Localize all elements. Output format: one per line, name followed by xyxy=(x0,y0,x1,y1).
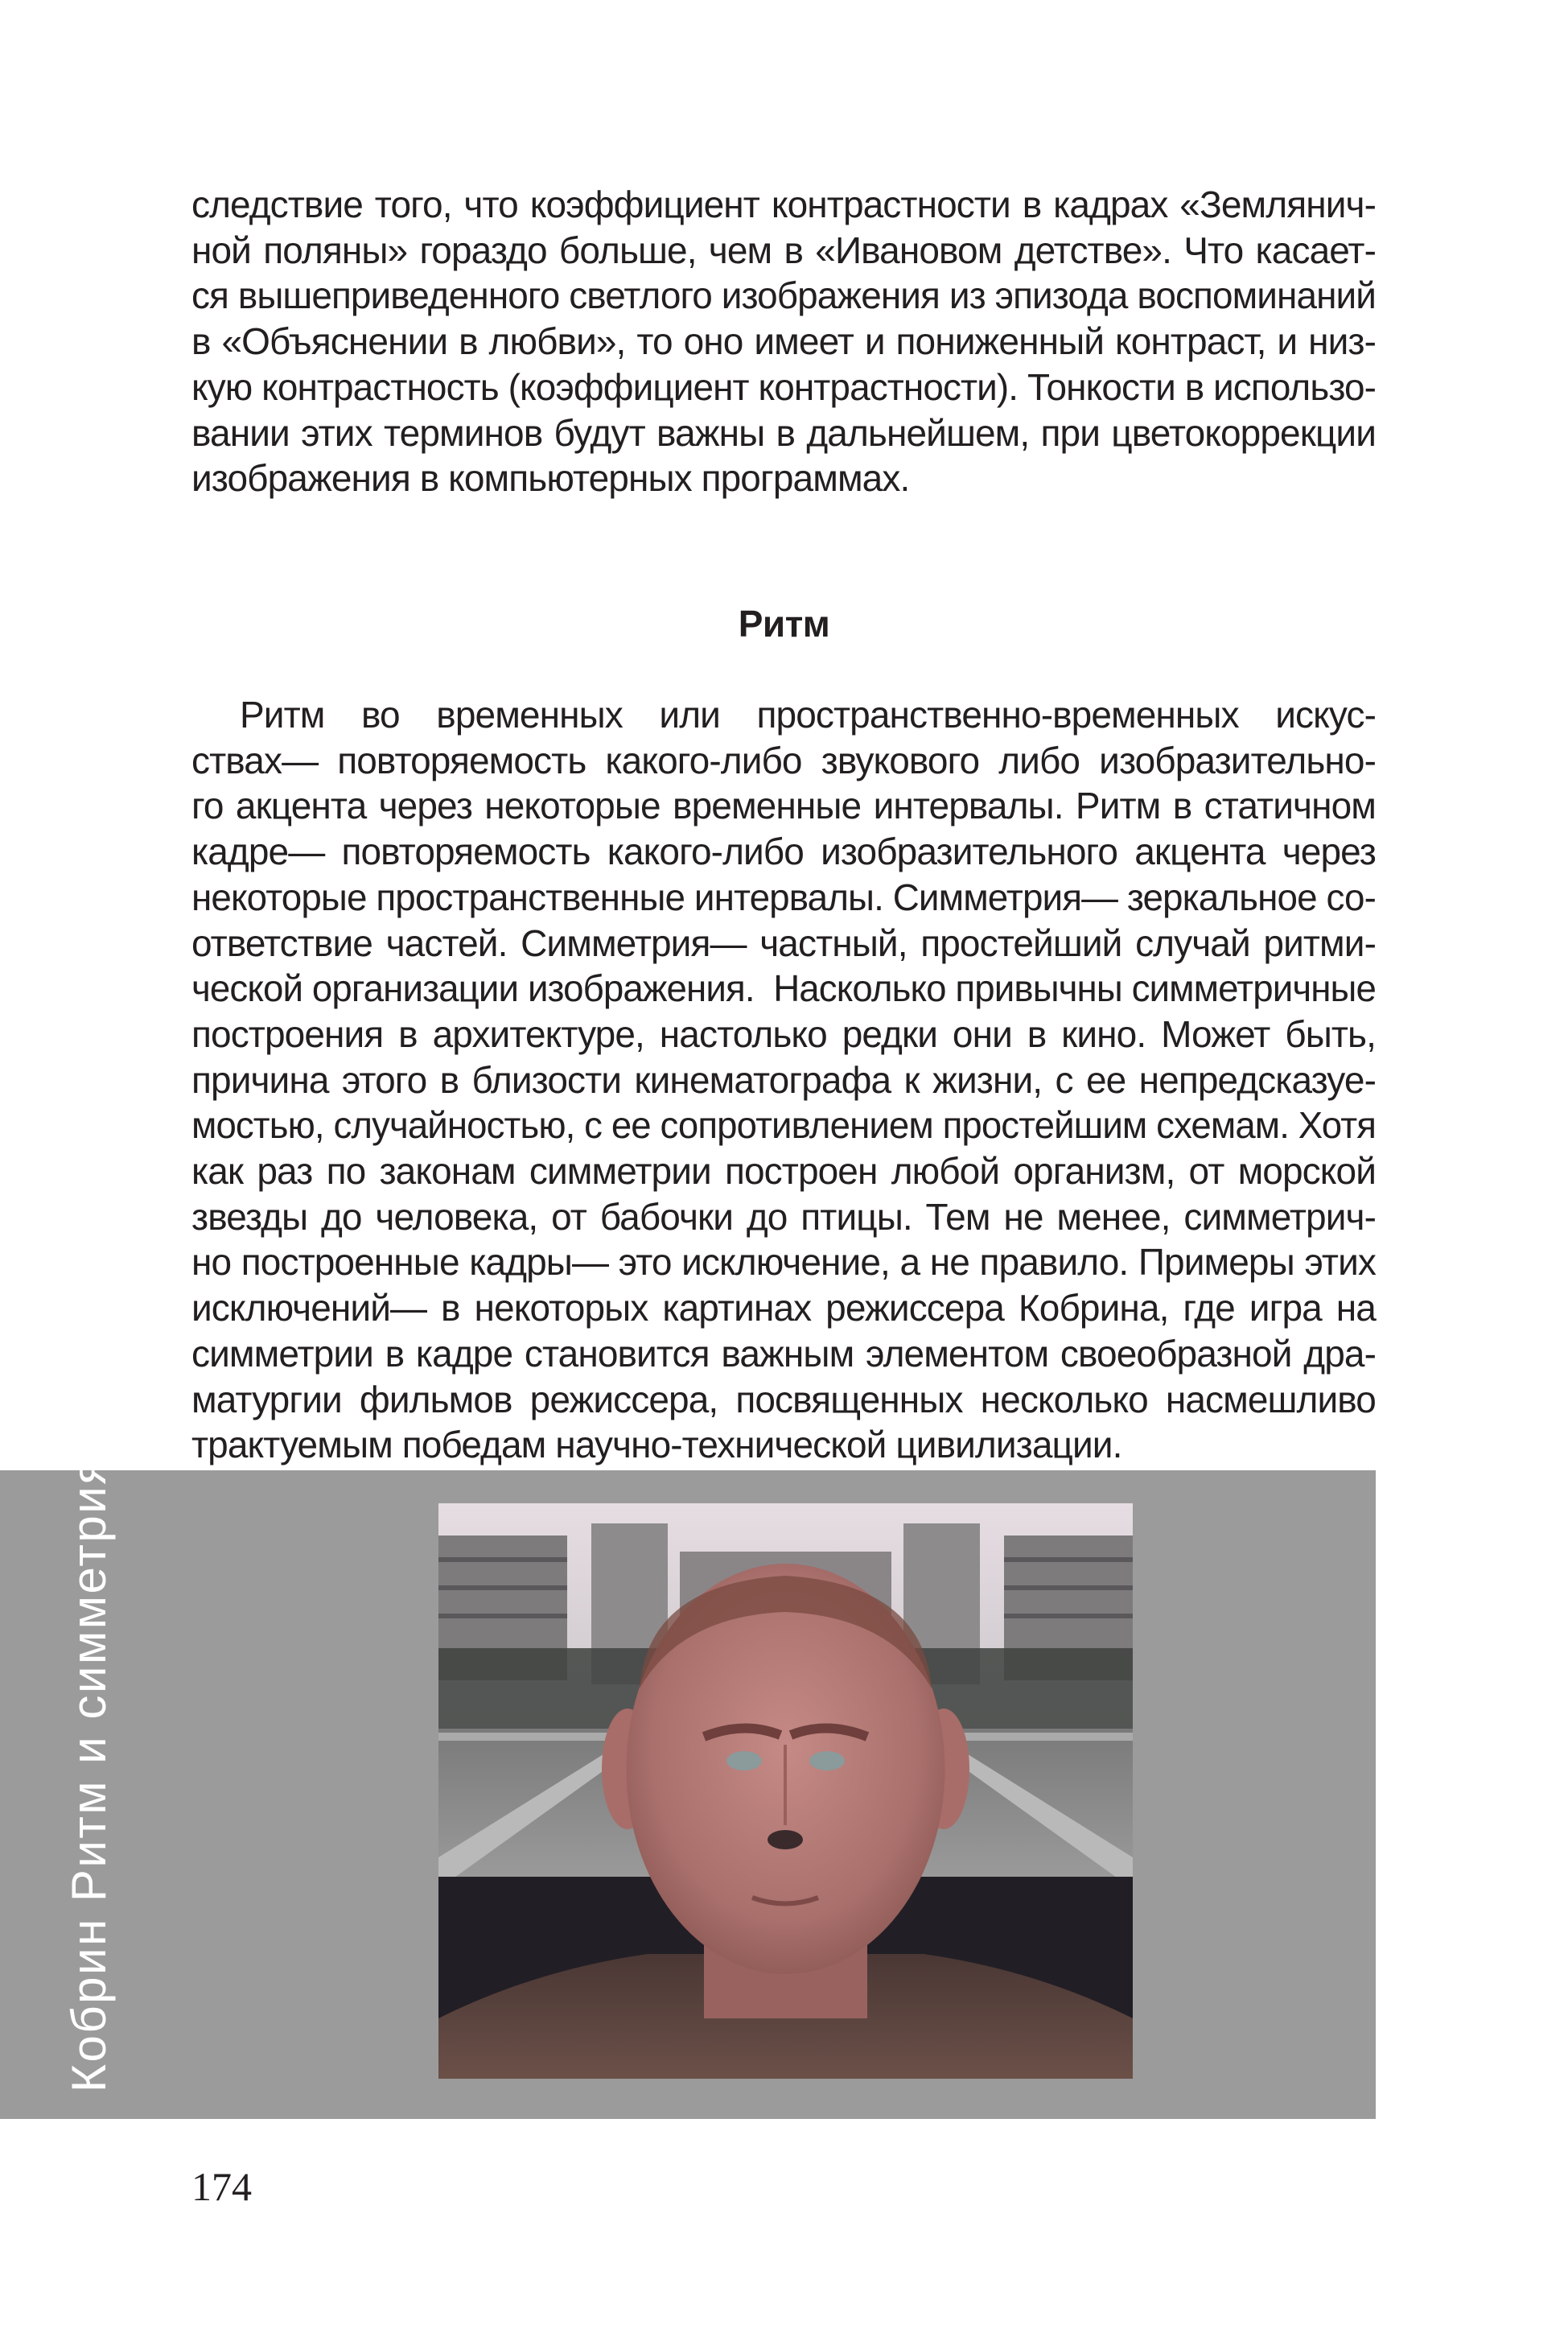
text-line: звезды до человека, от бабочки до птицы. Тем не менее, симметрич- xyxy=(191,1195,1376,1238)
text-line: ной поляны» гораздо больше, чем в «Ивановом детстве». Что касает- xyxy=(191,229,1376,271)
page-number: 174 xyxy=(191,2164,252,2209)
section-heading xyxy=(0,602,1568,645)
text-line: изображения в компьютерных программах. xyxy=(191,457,910,500)
text-line: вании этих терминов будут важны в дальнейшем, при цветокоррекции xyxy=(191,411,1376,454)
text-line: но построенные кадры— это исключение, а не правило. Примеры этих xyxy=(191,1241,1376,1284)
text-line: следствие того, что коэффициент контрастности в кадрах «Землянич- xyxy=(191,183,1376,225)
text-line: го акцента через некоторые временные интервалы. Ритм в статичном xyxy=(191,785,1376,827)
text-line: кадре— повторяемость какого-либо изобразительного акцента через xyxy=(191,831,1376,873)
text-line: некоторые пространственные интервалы. Симметрия— зеркальное со- xyxy=(191,876,1376,918)
text-line: матургии фильмов режиссера, посвященных несколько насмешливо xyxy=(191,1378,1376,1420)
text-line: исключений— в некоторых картинах режиссера Кобрина, где игра на xyxy=(191,1287,1376,1329)
text-line: ответствие частей. Симметрия— частный, простейший случай ритми- xyxy=(191,921,1376,964)
text-line: ческой организации изображения. Насколько привычны симметричные xyxy=(191,967,1376,1010)
text-line: мостью, случайностью, с ее сопротивлением простейшим схемам. Хотя xyxy=(191,1104,1376,1147)
text-line: симметрии в кадре становится важным элементом своеобразной дра- xyxy=(191,1332,1376,1375)
text-line: кую контрастность (коэффициент контрастности). Тонкости в использо- xyxy=(191,365,1376,408)
section-heading-text: Ритм xyxy=(738,603,830,645)
symmetric-face-photo xyxy=(438,1503,1133,2079)
text-line: ся вышеприведенного светлого изображения из эпизода воспоминаний xyxy=(191,274,1376,317)
text-line: трактуемым победам научно-технической цивилизации. xyxy=(191,1424,1122,1466)
text-line: причина этого в близости кинематографа к жизни, с ее непредсказуе- xyxy=(191,1058,1376,1101)
text-line: Ритм во временных или пространственно-временных искус- xyxy=(240,694,1376,736)
running-title-vertical: Кобрин Ритм и симметрия xyxy=(62,1456,116,2092)
text-line: ствах— повторяемость какого-либо звукового либо изобразительно- xyxy=(191,739,1376,781)
paragraph-continued xyxy=(191,182,1376,501)
paragraph-rhythm xyxy=(191,692,1376,1468)
text-line: построения в архитектуре, настолько редки они в кино. Может быть, xyxy=(191,1012,1376,1055)
photo-illustration xyxy=(438,1503,1133,2079)
text-line: как раз по законам симметрии построен любой организм, от морской xyxy=(191,1150,1376,1193)
text-line: в «Объяснении в любви», то оно имеет и пониженный контраст, и низ- xyxy=(191,320,1376,363)
